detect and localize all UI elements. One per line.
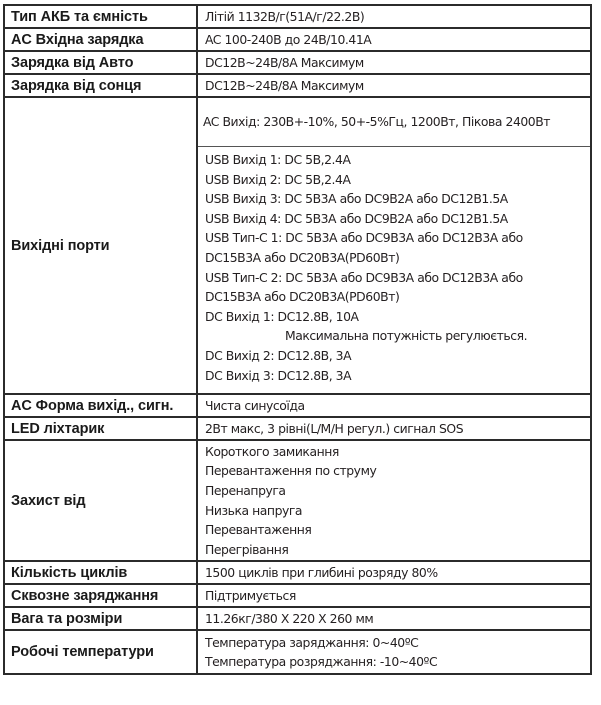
spec-value: DC12В~24В/8А Максимум <box>197 51 591 74</box>
port-line: USB Тип-С 1: DC 5В3А або DC9В3А або DC12В3А або <box>205 230 523 246</box>
temperature-list <box>197 630 591 674</box>
port-line: DC15В3А або DC20В3А(PD60Вт) <box>205 249 400 265</box>
spec-value: DC12В~24В/8А Максимум <box>197 74 591 97</box>
spec-label: Кількість циклів <box>4 561 197 584</box>
spec-row-cycles <box>4 561 591 584</box>
spec-label: Сквозне заряджання <box>4 584 197 607</box>
spec-row-passthrough <box>4 584 591 607</box>
spec-label: Зарядка від сонця <box>4 74 197 97</box>
port-line: DC15В3А або DC20В3А(PD60Вт) <box>205 289 400 305</box>
port-line: USB Вихід 1: DC 5В,2.4А <box>205 152 351 167</box>
spec-label: AC Вхідна зарядка <box>4 28 197 51</box>
spec-row-solar-charging <box>4 74 591 97</box>
spec-label: Захист від <box>4 440 197 561</box>
protection-item: Перевантаження <box>205 522 312 538</box>
spec-row-led <box>4 417 591 440</box>
port-line: USB Вихід 4: DC 5В3А або DC9В2А або DC12В1.5А <box>205 210 508 226</box>
spec-row-waveform <box>4 394 591 417</box>
spec-value: 1500 циклів при глибині розряду 80% <box>197 561 591 584</box>
spec-table <box>3 4 592 675</box>
protection-item: Перевантаження по струму <box>205 463 377 479</box>
spec-value: Чиста синусоїда <box>197 394 591 417</box>
spec-row-protection <box>4 440 591 561</box>
port-line: DC Вихід 1: DC12.8В, 10А <box>205 308 359 324</box>
protection-list <box>197 440 591 561</box>
spec-row-car-charging <box>4 51 591 74</box>
spec-label: Вага та розміри <box>4 607 197 630</box>
spec-value: 2Вт макс, 3 рівні(L/M/H регул.) сигнал SOS <box>197 417 591 440</box>
spec-label: Зарядка від Авто <box>4 51 197 74</box>
spec-row-temperatures <box>4 630 591 674</box>
spec-label: AC Форма вихід., сигн. <box>4 394 197 417</box>
spec-value: Літій 1132В/г(51А/г/22.2В) <box>197 5 591 28</box>
temperature-line: Температура заряджання: 0~40ºC <box>205 634 419 650</box>
port-line: DC Вихід 3: DC12.8В, 3А <box>205 367 352 383</box>
spec-row-output-ports <box>4 97 591 394</box>
protection-item: Низька напруга <box>205 502 303 518</box>
protection-item: Перенапруга <box>205 483 286 499</box>
spec-value: 11.26кг/380 X 220 X 260 мм <box>197 607 591 630</box>
port-line: DC Вихід 2: DC12.8В, 3А <box>205 347 352 363</box>
port-note: Максимальна потужність регулюється. <box>285 328 528 344</box>
temperature-line: Температура розряджання: -10~40ºC <box>205 654 438 670</box>
spec-label: Тип АКБ та ємність <box>4 5 197 28</box>
spec-label: LED ліхтарик <box>4 417 197 440</box>
ac-output-line: AC Вихід: 230В+-10%, 50+-5%Гц, 1200Вт, Пікова 2400Вт <box>198 98 590 147</box>
spec-value: AC 100-240В до 24В/10.41А <box>197 28 591 51</box>
port-line: USB Тип-С 2: DC 5В3А або DC9В3А або DC12В3А або <box>205 269 523 285</box>
output-ports-cell <box>197 97 591 394</box>
protection-item: Перегрівання <box>205 541 289 557</box>
protection-item: Короткого замикання <box>205 443 339 459</box>
spec-value: Підтримується <box>197 584 591 607</box>
spec-label: Робочі температури <box>4 630 197 674</box>
spec-row-battery <box>4 5 591 28</box>
spec-label: Вихідні порти <box>4 97 197 394</box>
port-line: USB Вихід 3: DC 5В3А або DC9В2А або DC12В1.5А <box>205 191 508 207</box>
ports-list <box>198 147 590 393</box>
spec-row-ac-input <box>4 28 591 51</box>
port-line: USB Вихід 2: DC 5В,2.4А <box>205 171 351 187</box>
spec-row-weight <box>4 607 591 630</box>
